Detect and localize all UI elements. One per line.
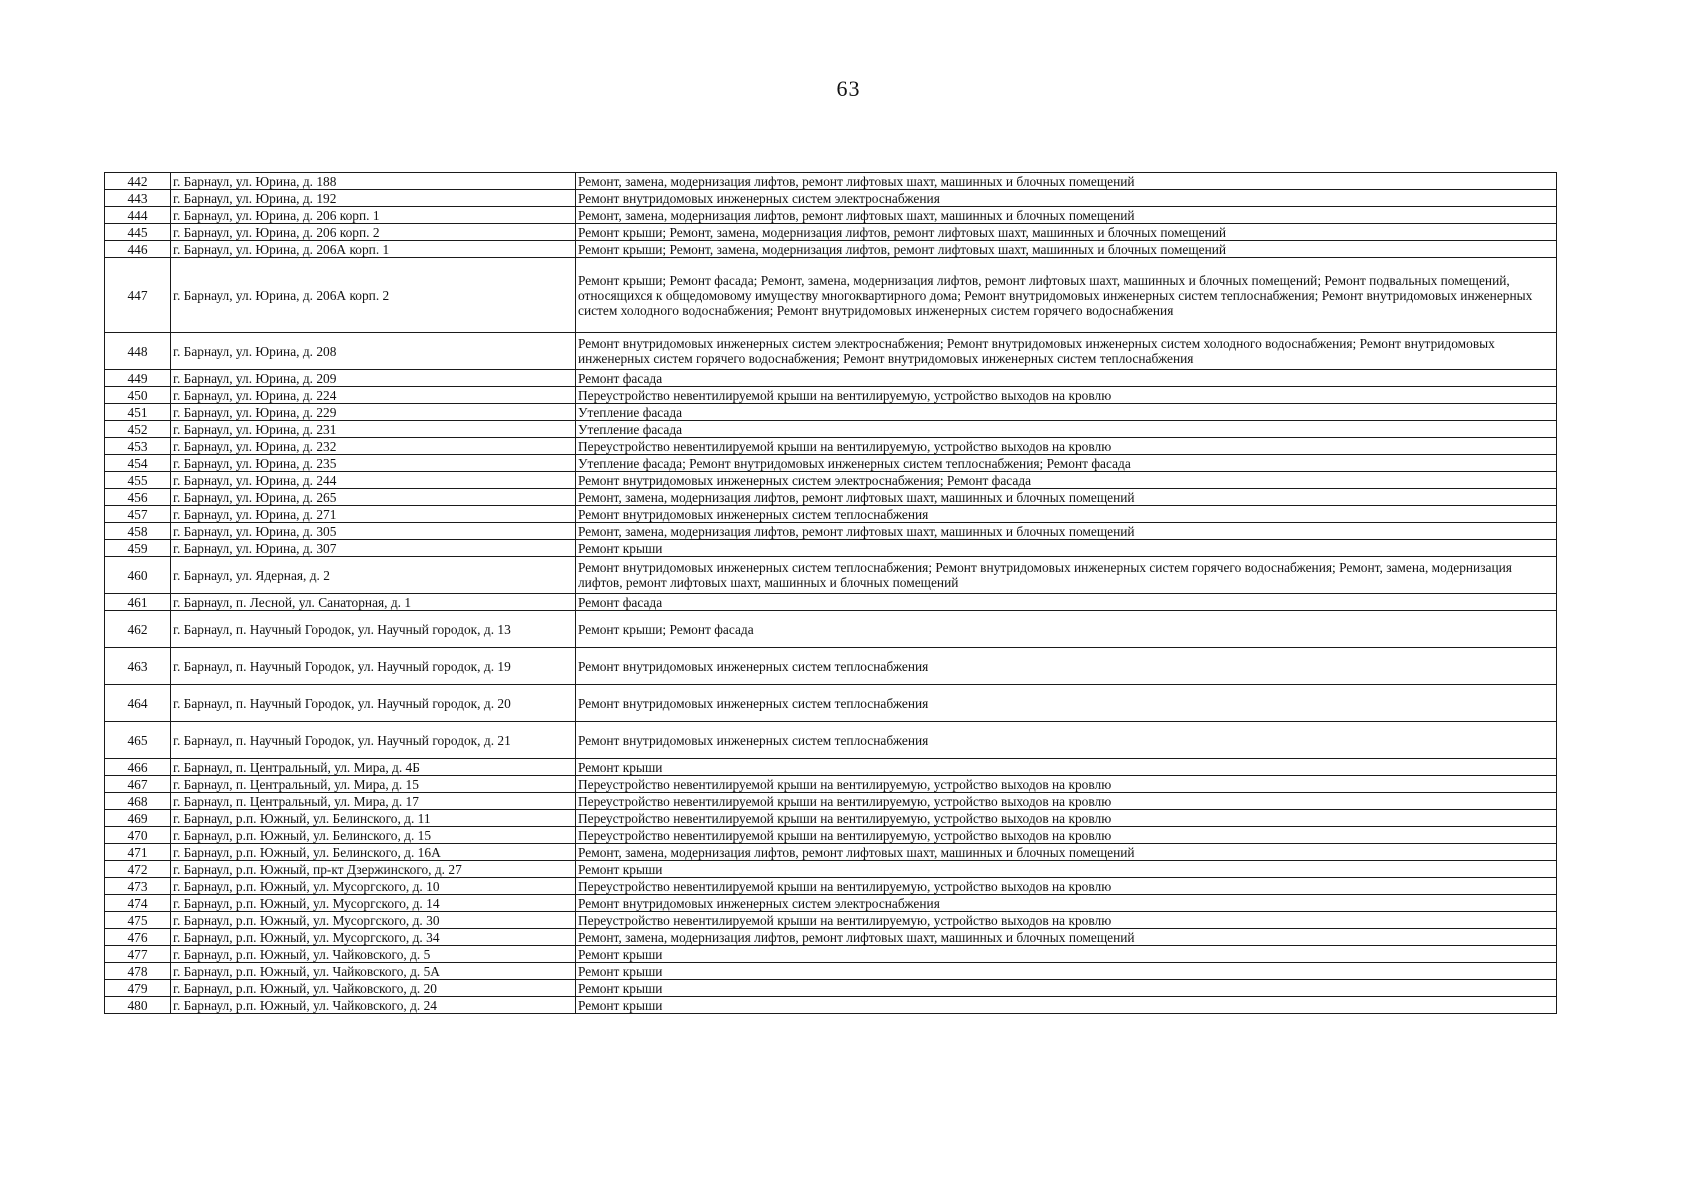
address-cell: г. Барнаул, ул. Юрина, д. 206 корп. 1 (171, 207, 576, 224)
row-number: 474 (105, 895, 171, 912)
address-cell: г. Барнаул, ул. Юрина, д. 231 (171, 421, 576, 438)
works-cell: Ремонт внутридомовых инженерных систем электроснабжения (576, 190, 1557, 207)
address-cell: г. Барнаул, ул. Юрина, д. 271 (171, 506, 576, 523)
works-cell: Ремонт крыши; Ремонт фасада; Ремонт, замена, модернизация лифтов, ремонт лифтовых шахт, машинных и блочных помещений; Ремонт подвальных помещений, относящихся к общедомовому имуществу многоквартирного дома; Ремонт внутридомовых инженерных систем теплоснабжения; Ремонт внутридомовых инженерных систем холодного водоснабжения; Ремонт внутридомовых инженерных систем горячего водоснабжения (576, 258, 1557, 333)
address-cell: г. Барнаул, ул. Юрина, д. 192 (171, 190, 576, 207)
address-cell: г. Барнаул, р.п. Южный, пр-кт Дзержинского, д. 27 (171, 861, 576, 878)
address-cell: г. Барнаул, ул. Юрина, д. 229 (171, 404, 576, 421)
row-number: 456 (105, 489, 171, 506)
row-number: 479 (105, 980, 171, 997)
works-cell: Ремонт внутридомовых инженерных систем электроснабжения (576, 895, 1557, 912)
row-number: 445 (105, 224, 171, 241)
table-row (105, 793, 1557, 810)
row-number: 453 (105, 438, 171, 455)
row-number: 465 (105, 722, 171, 759)
table-row (105, 557, 1557, 594)
row-number: 467 (105, 776, 171, 793)
row-number: 475 (105, 912, 171, 929)
table-row (105, 776, 1557, 793)
table-row (105, 472, 1557, 489)
table-row (105, 241, 1557, 258)
works-cell: Ремонт фасада (576, 370, 1557, 387)
table-row (105, 387, 1557, 404)
address-cell: г. Барнаул, р.п. Южный, ул. Чайковского, д. 24 (171, 997, 576, 1014)
works-cell: Переустройство невентилируемой крыши на вентилируемую, устройство выходов на кровлю (576, 793, 1557, 810)
row-number: 454 (105, 455, 171, 472)
address-cell: г. Барнаул, ул. Юрина, д. 224 (171, 387, 576, 404)
address-cell: г. Барнаул, р.п. Южный, ул. Белинского, д. 16А (171, 844, 576, 861)
works-cell: Ремонт, замена, модернизация лифтов, ремонт лифтовых шахт, машинных и блочных помещений (576, 929, 1557, 946)
works-cell: Переустройство невентилируемой крыши на вентилируемую, устройство выходов на кровлю (576, 438, 1557, 455)
works-cell: Переустройство невентилируемой крыши на вентилируемую, устройство выходов на кровлю (576, 912, 1557, 929)
table-row (105, 844, 1557, 861)
works-cell: Утепление фасада; Ремонт внутридомовых инженерных систем теплоснабжения; Ремонт фасада (576, 455, 1557, 472)
row-number: 478 (105, 963, 171, 980)
table-row (105, 506, 1557, 523)
table-row (105, 421, 1557, 438)
works-cell: Утепление фасада (576, 421, 1557, 438)
address-cell: г. Барнаул, п. Лесной, ул. Санаторная, д. 1 (171, 594, 576, 611)
table-row (105, 648, 1557, 685)
works-cell: Ремонт крыши (576, 946, 1557, 963)
works-cell: Переустройство невентилируемой крыши на вентилируемую, устройство выходов на кровлю (576, 810, 1557, 827)
works-cell: Ремонт, замена, модернизация лифтов, ремонт лифтовых шахт, машинных и блочных помещений (576, 489, 1557, 506)
row-number: 451 (105, 404, 171, 421)
address-cell: г. Барнаул, ул. Юрина, д. 235 (171, 455, 576, 472)
table-row (105, 594, 1557, 611)
row-number: 471 (105, 844, 171, 861)
table-row (105, 455, 1557, 472)
table-row (105, 895, 1557, 912)
row-number: 447 (105, 258, 171, 333)
address-cell: г. Барнаул, р.п. Южный, ул. Белинского, д. 11 (171, 810, 576, 827)
table-row (105, 827, 1557, 844)
works-cell: Переустройство невентилируемой крыши на вентилируемую, устройство выходов на кровлю (576, 827, 1557, 844)
address-cell: г. Барнаул, ул. Ядерная, д. 2 (171, 557, 576, 594)
works-cell: Ремонт крыши; Ремонт фасада (576, 611, 1557, 648)
row-number: 480 (105, 997, 171, 1014)
works-cell: Утепление фасада (576, 404, 1557, 421)
address-cell: г. Барнаул, ул. Юрина, д. 265 (171, 489, 576, 506)
address-cell: г. Барнаул, р.п. Южный, ул. Мусоргского, д. 30 (171, 912, 576, 929)
table-row (105, 878, 1557, 895)
row-number: 443 (105, 190, 171, 207)
works-cell: Переустройство невентилируемой крыши на вентилируемую, устройство выходов на кровлю (576, 387, 1557, 404)
address-cell: г. Барнаул, р.п. Южный, ул. Белинского, д. 15 (171, 827, 576, 844)
address-cell: г. Барнаул, ул. Юрина, д. 206 корп. 2 (171, 224, 576, 241)
address-cell: г. Барнаул, п. Центральный, ул. Мира, д. 4Б (171, 759, 576, 776)
table-row (105, 929, 1557, 946)
works-cell: Ремонт внутридомовых инженерных систем теплоснабжения (576, 722, 1557, 759)
row-number: 449 (105, 370, 171, 387)
row-number: 448 (105, 333, 171, 370)
address-cell: г. Барнаул, р.п. Южный, ул. Чайковского, д. 5 (171, 946, 576, 963)
address-cell: г. Барнаул, ул. Юрина, д. 305 (171, 523, 576, 540)
works-cell: Ремонт внутридомовых инженерных систем теплоснабжения (576, 506, 1557, 523)
works-cell: Ремонт крыши (576, 997, 1557, 1014)
works-cell: Переустройство невентилируемой крыши на вентилируемую, устройство выходов на кровлю (576, 776, 1557, 793)
row-number: 466 (105, 759, 171, 776)
address-cell: г. Барнаул, п. Научный Городок, ул. Научный городок, д. 19 (171, 648, 576, 685)
address-cell: г. Барнаул, ул. Юрина, д. 209 (171, 370, 576, 387)
address-cell: г. Барнаул, ул. Юрина, д. 188 (171, 173, 576, 190)
row-number: 446 (105, 241, 171, 258)
works-cell: Ремонт внутридомовых инженерных систем теплоснабжения; Ремонт внутридомовых инженерных систем горячего водоснабжения; Ремонт, замена, модернизация лифтов, ремонт лифтовых шахт, машинных и блочных помещений (576, 557, 1557, 594)
address-cell: г. Барнаул, ул. Юрина, д. 206А корп. 2 (171, 258, 576, 333)
row-number: 470 (105, 827, 171, 844)
address-cell: г. Барнаул, ул. Юрина, д. 232 (171, 438, 576, 455)
table-row (105, 173, 1557, 190)
works-cell: Ремонт внутридомовых инженерных систем электроснабжения; Ремонт внутридомовых инженерных систем холодного водоснабжения; Ремонт внутридомовых инженерных систем горячего водоснабжения; Ремонт внутридомовых инженерных систем теплоснабжения (576, 333, 1557, 370)
table-row (105, 980, 1557, 997)
address-cell: г. Барнаул, п. Центральный, ул. Мира, д. 17 (171, 793, 576, 810)
table-row (105, 540, 1557, 557)
works-cell: Ремонт крыши (576, 759, 1557, 776)
table-row (105, 810, 1557, 827)
table-row (105, 861, 1557, 878)
address-cell: г. Барнаул, ул. Юрина, д. 208 (171, 333, 576, 370)
address-cell: г. Барнаул, ул. Юрина, д. 244 (171, 472, 576, 489)
works-cell: Ремонт, замена, модернизация лифтов, ремонт лифтовых шахт, машинных и блочных помещений (576, 844, 1557, 861)
repair-register-table (104, 172, 1557, 1014)
row-number: 468 (105, 793, 171, 810)
table-row (105, 997, 1557, 1014)
address-cell: г. Барнаул, ул. Юрина, д. 307 (171, 540, 576, 557)
row-number: 473 (105, 878, 171, 895)
works-cell: Ремонт фасада (576, 594, 1557, 611)
table-row (105, 685, 1557, 722)
row-number: 457 (105, 506, 171, 523)
table-row (105, 258, 1557, 333)
works-cell: Ремонт крыши; Ремонт, замена, модернизация лифтов, ремонт лифтовых шахт, машинных и блочных помещений (576, 224, 1557, 241)
row-number: 477 (105, 946, 171, 963)
row-number: 452 (105, 421, 171, 438)
table-row (105, 489, 1557, 506)
row-number: 442 (105, 173, 171, 190)
table-row (105, 224, 1557, 241)
works-cell: Ремонт крыши (576, 963, 1557, 980)
row-number: 450 (105, 387, 171, 404)
works-cell: Ремонт крыши (576, 540, 1557, 557)
works-cell: Переустройство невентилируемой крыши на вентилируемую, устройство выходов на кровлю (576, 878, 1557, 895)
row-number: 460 (105, 557, 171, 594)
row-number: 469 (105, 810, 171, 827)
address-cell: г. Барнаул, р.п. Южный, ул. Мусоргского, д. 34 (171, 929, 576, 946)
table-row (105, 611, 1557, 648)
row-number: 476 (105, 929, 171, 946)
address-cell: г. Барнаул, р.п. Южный, ул. Мусоргского, д. 10 (171, 878, 576, 895)
address-cell: г. Барнаул, р.п. Южный, ул. Мусоргского, д. 14 (171, 895, 576, 912)
row-number: 461 (105, 594, 171, 611)
row-number: 444 (105, 207, 171, 224)
table-row (105, 190, 1557, 207)
address-cell: г. Барнаул, п. Научный Городок, ул. Научный городок, д. 21 (171, 722, 576, 759)
row-number: 458 (105, 523, 171, 540)
row-number: 463 (105, 648, 171, 685)
page-number: 63 (836, 76, 861, 101)
address-cell: г. Барнаул, п. Центральный, ул. Мира, д. 15 (171, 776, 576, 793)
table-row (105, 946, 1557, 963)
row-number: 455 (105, 472, 171, 489)
table-row (105, 438, 1557, 455)
address-cell: г. Барнаул, п. Научный Городок, ул. Научный городок, д. 13 (171, 611, 576, 648)
row-number: 472 (105, 861, 171, 878)
row-number: 462 (105, 611, 171, 648)
table-row (105, 370, 1557, 387)
table-row (105, 759, 1557, 776)
table-row (105, 963, 1557, 980)
row-number: 459 (105, 540, 171, 557)
table-row (105, 523, 1557, 540)
works-cell: Ремонт крыши; Ремонт, замена, модернизация лифтов, ремонт лифтовых шахт, машинных и блочных помещений (576, 241, 1557, 258)
table-row (105, 207, 1557, 224)
address-cell: г. Барнаул, п. Научный Городок, ул. Научный городок, д. 20 (171, 685, 576, 722)
table-row (105, 722, 1557, 759)
address-cell: г. Барнаул, р.п. Южный, ул. Чайковского, д. 20 (171, 980, 576, 997)
table-row (105, 333, 1557, 370)
table-row (105, 912, 1557, 929)
works-cell: Ремонт, замена, модернизация лифтов, ремонт лифтовых шахт, машинных и блочных помещений (576, 173, 1557, 190)
works-cell: Ремонт внутридомовых инженерных систем теплоснабжения (576, 685, 1557, 722)
table-row (105, 404, 1557, 421)
works-cell: Ремонт крыши (576, 980, 1557, 997)
works-cell: Ремонт крыши (576, 861, 1557, 878)
works-cell: Ремонт, замена, модернизация лифтов, ремонт лифтовых шахт, машинных и блочных помещений (576, 523, 1557, 540)
works-cell: Ремонт внутридомовых инженерных систем теплоснабжения (576, 648, 1557, 685)
address-cell: г. Барнаул, ул. Юрина, д. 206А корп. 1 (171, 241, 576, 258)
works-cell: Ремонт, замена, модернизация лифтов, ремонт лифтовых шахт, машинных и блочных помещений (576, 207, 1557, 224)
works-cell: Ремонт внутридомовых инженерных систем электроснабжения; Ремонт фасада (576, 472, 1557, 489)
address-cell: г. Барнаул, р.п. Южный, ул. Чайковского, д. 5А (171, 963, 576, 980)
row-number: 464 (105, 685, 171, 722)
